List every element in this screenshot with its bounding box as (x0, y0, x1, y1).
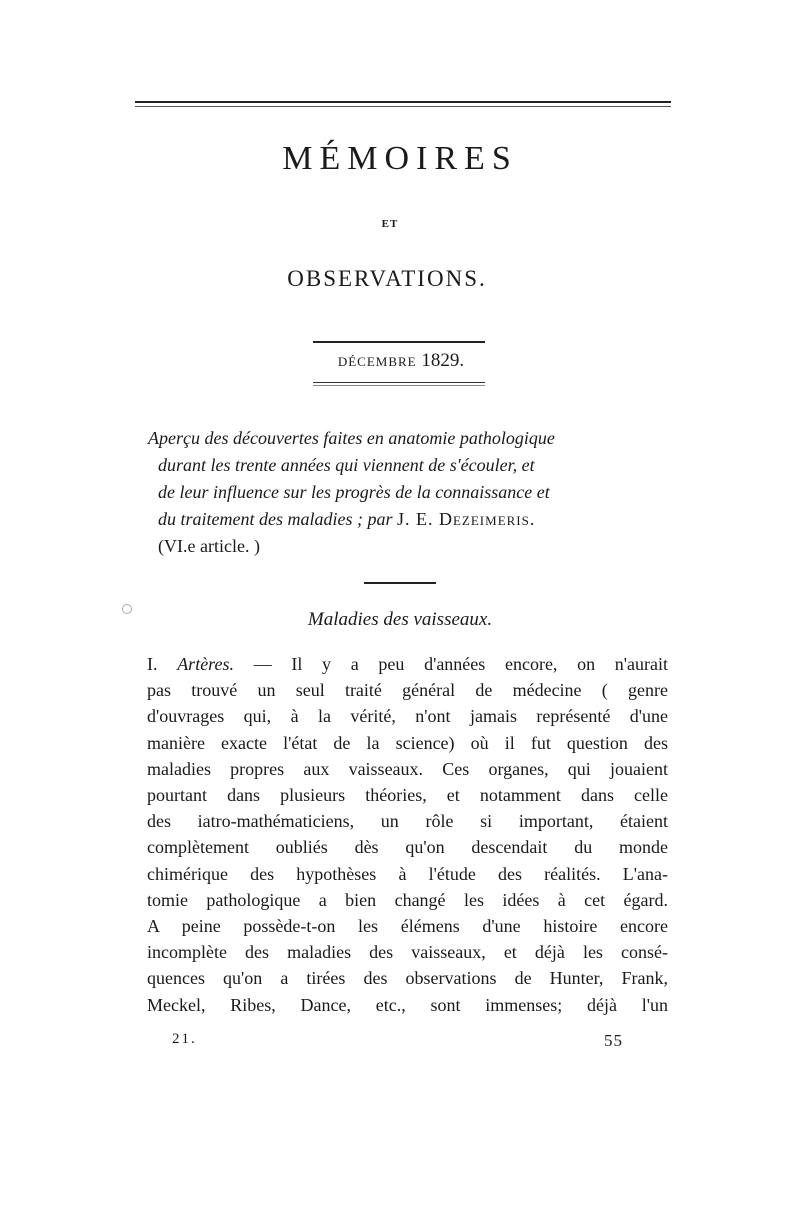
body-line: pas trouvé un seul traité général de médecine ( genre (147, 680, 668, 701)
body-line: chimérique des hypothèses à l'étude des réalités. L'ana- (147, 863, 668, 884)
body-line: manière exacte l'état de la science) où il fut question des (147, 732, 668, 753)
page-title: MÉMOIRES (282, 140, 518, 177)
page-subtitle: OBSERVATIONS. (287, 266, 487, 291)
paragraph-term: Artères. (177, 654, 235, 674)
abstract-line: durant les trente années qui viennent de s'écouler, et (158, 455, 535, 475)
article-note: (VI.e article. ) (158, 536, 260, 556)
date-year: 1829. (421, 350, 465, 371)
body-line: complètement oubliés dès qu'on descendait du monde (147, 837, 668, 858)
body-line (147, 651, 668, 677)
paragraph-number: I. (147, 654, 158, 674)
date-month: DÉCEMBRE (337, 354, 417, 369)
body-line: d'ouvrages qui, à la vérité, n'ont jamais représenté d'une (147, 706, 668, 727)
title-conjunction: ET (381, 218, 399, 230)
section-title: Maladies des vaisseaux. (307, 609, 493, 630)
body-line: maladies propres aux vaisseaux. Ces organes, qui jouaient (147, 758, 668, 779)
date-rule-bottom-secondary (313, 385, 485, 386)
body-line: tomie pathologique a bien changé les idées à cet égard. (147, 889, 668, 910)
body-line: incomplète des maladies des vaisseaux, et déjà les consé- (147, 942, 668, 963)
body-line: des iatro-mathématiciens, un rôle si important, étaient (147, 811, 668, 832)
abstract-line-text: du traitement des maladies ; par (158, 509, 393, 529)
body-line: A peine possède-t-on les élémens d'une histoire encore (147, 916, 668, 937)
body-line: pourtant dans plusieurs théories, et notamment dans celle (147, 785, 668, 806)
page-number: 55 (604, 1031, 623, 1050)
date-rule-bottom (313, 382, 485, 383)
top-rule-secondary (135, 106, 671, 107)
section-divider (364, 582, 436, 584)
signature-mark: 21. (172, 1031, 197, 1047)
body-line: Meckel, Ribes, Dance, etc., sont immenses; déjà l'un (147, 994, 668, 1015)
abstract-line: Aperçu des découvertes faites en anatomie pathologique (148, 428, 555, 448)
body-line: quences qu'on a tirées des observations de Hunter, Frank, (147, 968, 668, 989)
body-line-text: — Il y a peu d'années encore, on n'aurait (253, 654, 669, 674)
abstract-line: de leur influence sur les progrès de la connaissance et (158, 482, 550, 502)
top-rule (135, 101, 671, 103)
abstract-line (148, 506, 668, 533)
dateline (316, 350, 486, 372)
date-rule-top (313, 341, 485, 343)
body-text (147, 651, 668, 1018)
article-abstract (148, 425, 668, 560)
author-name: J. E. Dezeimeris. (396, 509, 536, 529)
